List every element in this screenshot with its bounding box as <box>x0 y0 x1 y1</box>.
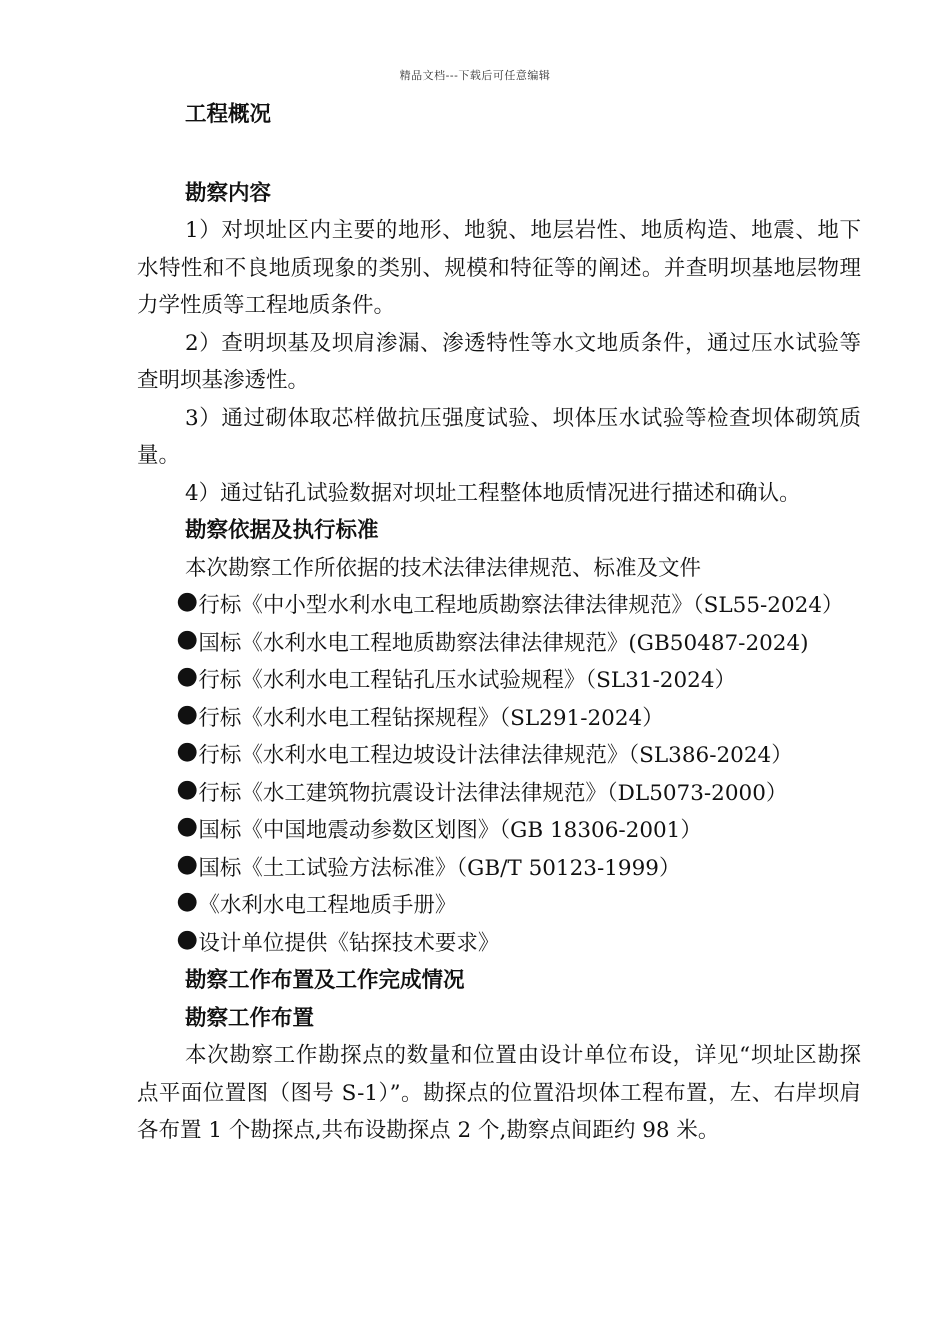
bullet-dot-icon <box>177 630 197 650</box>
heading-work-layout-completion: 勘察工作布置及工作完成情况 <box>185 968 465 993</box>
blank-line <box>137 134 861 175</box>
bullet-dot-icon <box>177 742 197 762</box>
standard-item <box>137 775 861 813</box>
header-note: 精品文档---下载后可任意编辑 <box>399 69 551 82</box>
standard-item <box>137 737 861 775</box>
standard-item <box>137 887 861 925</box>
standard-item <box>137 662 861 700</box>
paragraph-work-layout: 本次勘察工作勘探点的数量和位置由设计单位布设，详见“坝址区勘探点平面位置图（图号 S-1）”。勘探点的位置沿坝体工程布置，左、右岸坝肩各布置 1 个勘探点,共布设勘探点 2 个,勘察点间距约 98 米。 <box>137 1043 861 1143</box>
paragraph-item-1: 1）对坝址区内主要的地形、地貌、地层岩性、地质构造、地震、地下水特性和不良地质现象的类别、规模和特征等的阐述。并查明坝基地层物理力学性质等工程地质条件。 <box>137 218 861 318</box>
standard-text: 行标《水利水电工程钻探规程》（SL291-2024） <box>198 705 664 731</box>
standard-text: 国标《水利水电工程地质勘察法律法律规范》(GB50487-2024) <box>198 630 809 656</box>
heading-basis-standards: 勘察依据及执行标准 <box>185 518 379 543</box>
bullet-dot-icon <box>177 780 197 800</box>
document-body <box>137 96 861 1150</box>
bullet-dot-icon <box>177 930 197 950</box>
bullet-dot-icon <box>177 892 197 912</box>
paragraph-item-3: 3）通过砌体取芯样做抗压强度试验、坝体压水试验等检查坝体砌筑质量。 <box>137 405 861 468</box>
standard-text: 行标《水利水电工程钻孔压水试验规程》（SL31-2024） <box>198 668 737 693</box>
paragraph-item-4: 4）通过钻孔试验数据对坝址工程整体地质情况进行描述和确认。 <box>185 480 801 506</box>
standards-list <box>137 587 861 962</box>
standard-text: 行标《水利水电工程边坡设计法律法律规范》（SL386-2024） <box>198 743 793 768</box>
bullet-dot-icon <box>177 705 197 725</box>
standard-item <box>137 700 861 738</box>
bullet-dot-icon <box>177 592 197 612</box>
paragraph-basis-intro: 本次勘察工作所依据的技术法律法律规范、标准及文件 <box>185 555 702 581</box>
standard-text: 国标《中国地震动参数区划图》（GB 18306-2001） <box>198 818 702 843</box>
bullet-dot-icon <box>177 667 197 687</box>
bullet-dot-icon <box>177 817 197 837</box>
standard-item <box>137 850 861 888</box>
heading-project-overview: 工程概况 <box>185 102 272 127</box>
heading-work-layout: 勘察工作布置 <box>185 1005 315 1031</box>
standard-item <box>137 925 861 963</box>
standard-text: 《水利水电工程地质手册》 <box>198 893 457 918</box>
standard-item <box>137 625 861 663</box>
standard-text: 设计单位提供《钻探技术要求》 <box>198 930 500 956</box>
standard-text: 行标《中小型水利水电工程地质勘察法律法律规范》（SL55-2024） <box>198 593 844 618</box>
standard-text: 国标《土工试验方法标准》（GB/T 50123-1999） <box>198 855 681 881</box>
paragraph-item-2: 2）查明坝基及坝肩渗漏、渗透特性等水文地质条件，通过压水试验等查明坝基渗透性。 <box>137 330 861 393</box>
standard-item <box>137 587 861 625</box>
bullet-dot-icon <box>177 855 197 875</box>
standard-text: 行标《水工建筑物抗震设计法律法律规范》（DL5073-2000） <box>198 780 788 806</box>
heading-survey-content: 勘察内容 <box>185 180 272 206</box>
standard-item <box>137 812 861 850</box>
